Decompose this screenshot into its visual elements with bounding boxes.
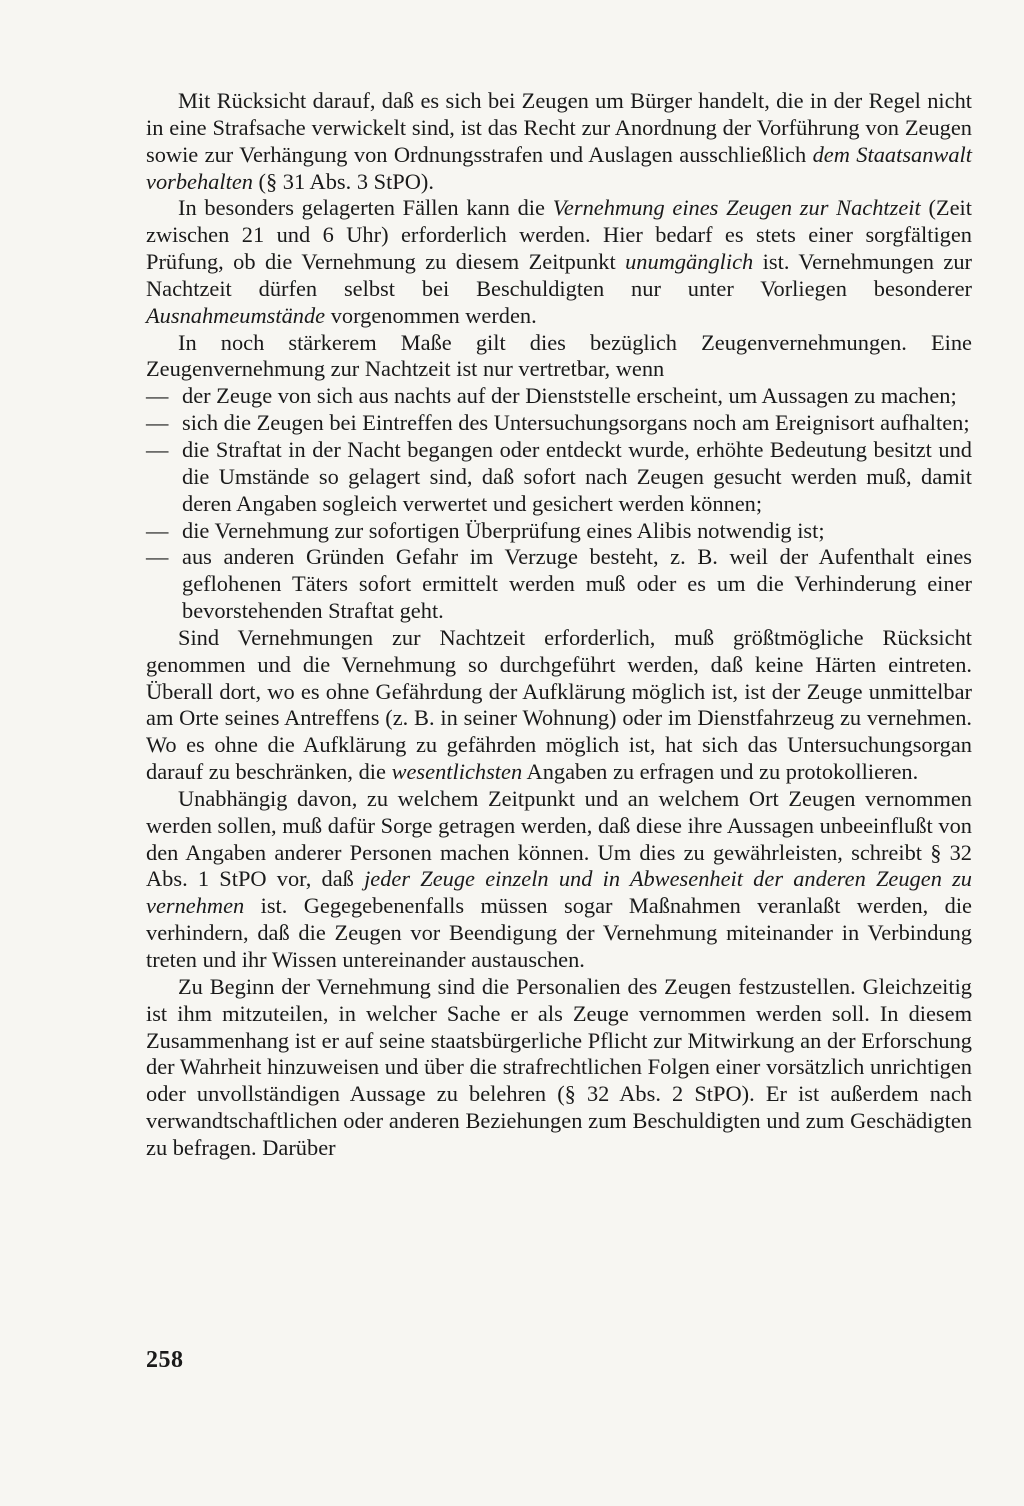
list-dash: — (146, 517, 169, 543)
list-item-text: die Vernehmung zur sofortigen Überprüfung eines Alibis notwendig ist; (182, 517, 825, 543)
paragraph (146, 88, 972, 195)
text-run: ist. Vernehmungen zur Nachtzeit dürfen selbst bei Beschuldigten nur unter Vorliegen besonderer (146, 249, 972, 301)
italic-run: Vernehmung eines Zeugen zur Nachtzeit (552, 195, 921, 221)
italic-run: wesentlichsten (391, 759, 523, 785)
list-dash: — (146, 410, 169, 436)
italic-run: dem Staatsanwalt vorbehalten (146, 141, 972, 194)
list-item (146, 544, 972, 625)
paragraph (146, 974, 972, 1162)
paragraph (146, 330, 972, 384)
text-run: ist. Gegegebenenfalls müssen sogar Maßnahmen veranlaßt werden, die verhindern, daß die Zeugen vor Beendigung der Vernehmung miteinander in Verbindung treten und ihr Wissen untereinander austauschen. (146, 893, 972, 972)
text-run: (Zeit zwischen 21 und 6 Uhr) erforderlich werden. Hier bedarf es stets einer sorgfältigen Prüfung, ob die Vernehmung zu diesem Zeitpunkt (146, 195, 972, 275)
paragraph (146, 625, 972, 786)
list-item-text: sich die Zeugen bei Eintreffen des Untersuchungsorgans noch am Ereignisort aufhalten; (182, 410, 970, 436)
text-run: vorgenommen werden. (325, 302, 537, 328)
text-run: Zu Beginn der Vernehmung sind die Personalien des Zeugen festzustellen. Gleichzeitig ist ihm mitzuteilen, in welcher Sache er als Zeuge vernommen werden soll. In diesem Zusammenhang ist er auf seine staatsbürgerliche Pflicht zur Mitwirkung an der Erforschung der Wahrheit hinzuweisen und über die strafrechtlichen Folgen einer vorsätzlich unrichtigen oder unvollständigen Aussage zu belehren (§ 32 Abs. 2 StPO). Er ist außerdem nach verwandtschaftlichen oder anderen Beziehungen zum Beschuldigten und zum Geschädigten zu befragen. Darüber (146, 973, 972, 1160)
paragraph (146, 786, 972, 974)
list-dash: — (146, 436, 169, 462)
list-item (146, 437, 972, 518)
text-run: Angaben zu erfragen und zu protokollieren. (522, 759, 919, 785)
list-dash: — (146, 544, 169, 570)
text-run: In noch stärkerem Maße gilt dies bezüglich Zeugenvernehmungen. Eine Zeugenvernehmung zur Nachtzeit ist nur vertretbar, wenn (146, 329, 972, 382)
text-run: Sind Vernehmungen zur Nachtzeit erforderlich, muß größtmögliche Rücksicht genommen und die Vernehmung so durchgeführt werden, daß keine Härten eintreten. Überall dort, wo es ohne Gefährdung der Aufklärung möglich ist, ist der Zeuge unmittelbar am Orte seines Antreffens (z. B. in seiner Wohnung) oder im Dienstfahrzeug zu vernehmen. Wo es ohne die Aufklärung zu gefährden möglich ist, hat sich das Untersuchungsorgan darauf zu beschränken, die (146, 624, 972, 785)
paragraph (146, 195, 972, 329)
list-item (146, 383, 972, 410)
list-item-text: aus anderen Gründen Gefahr im Verzuge besteht, z. B. weil der Aufenthalt eines geflohenen Täters sofort ermittelt werden muß oder es um die Verhinderung einer bevorstehenden Straftat geht. (182, 544, 972, 624)
text-run: Mit Rücksicht darauf, daß es sich bei Zeugen um Bürger handelt, die in der Regel nicht in eine Strafsache verwickelt sind, ist das Recht zur Anordnung der Vorführung von Zeugen sowie zur Verhängung von Ordnungsstrafen und Auslagen ausschließlich (146, 88, 972, 167)
list-dash: — (146, 383, 169, 409)
text-run: Unabhängig davon, zu welchem Zeitpunkt und an welchem Ort Zeugen vernommen werden sollen, muß dafür Sorge getragen werden, daß diese ihre Aussagen unbeeinflußt von den Angaben anderer Personen machen können. Um dies zu gewährleisten, schreibt § 32 Abs. 1 StPO vor, daß (146, 785, 972, 892)
italic-run: unumgänglich (625, 249, 754, 275)
body-text (146, 88, 972, 1162)
text-run: (§ 31 Abs. 3 StPO). (252, 168, 434, 194)
text-run: In besonders gelagerten Fällen kann die (178, 195, 553, 221)
list-item (146, 518, 972, 545)
italic-run: jeder Zeuge einzeln und in Abwesenheit der anderen Zeugen zu vernehmen (146, 866, 972, 919)
list-item-text: die Straftat in der Nacht begangen oder entdeckt wurde, erhöhte Bedeutung besitzt und die Umstände so gelagert sind, daß sofort nach Zeugen gesucht werden muß, damit deren Angaben sogleich verwertet und gesichert werden können; (182, 436, 972, 516)
italic-run: Ausnahmeumstände (146, 302, 326, 328)
condition-list (146, 383, 972, 625)
list-item (146, 410, 972, 437)
page-number: 258 (146, 1347, 184, 1373)
list-item-text: der Zeuge von sich aus nachts auf der Dienststelle erscheint, um Aussagen zu machen; (182, 383, 957, 409)
